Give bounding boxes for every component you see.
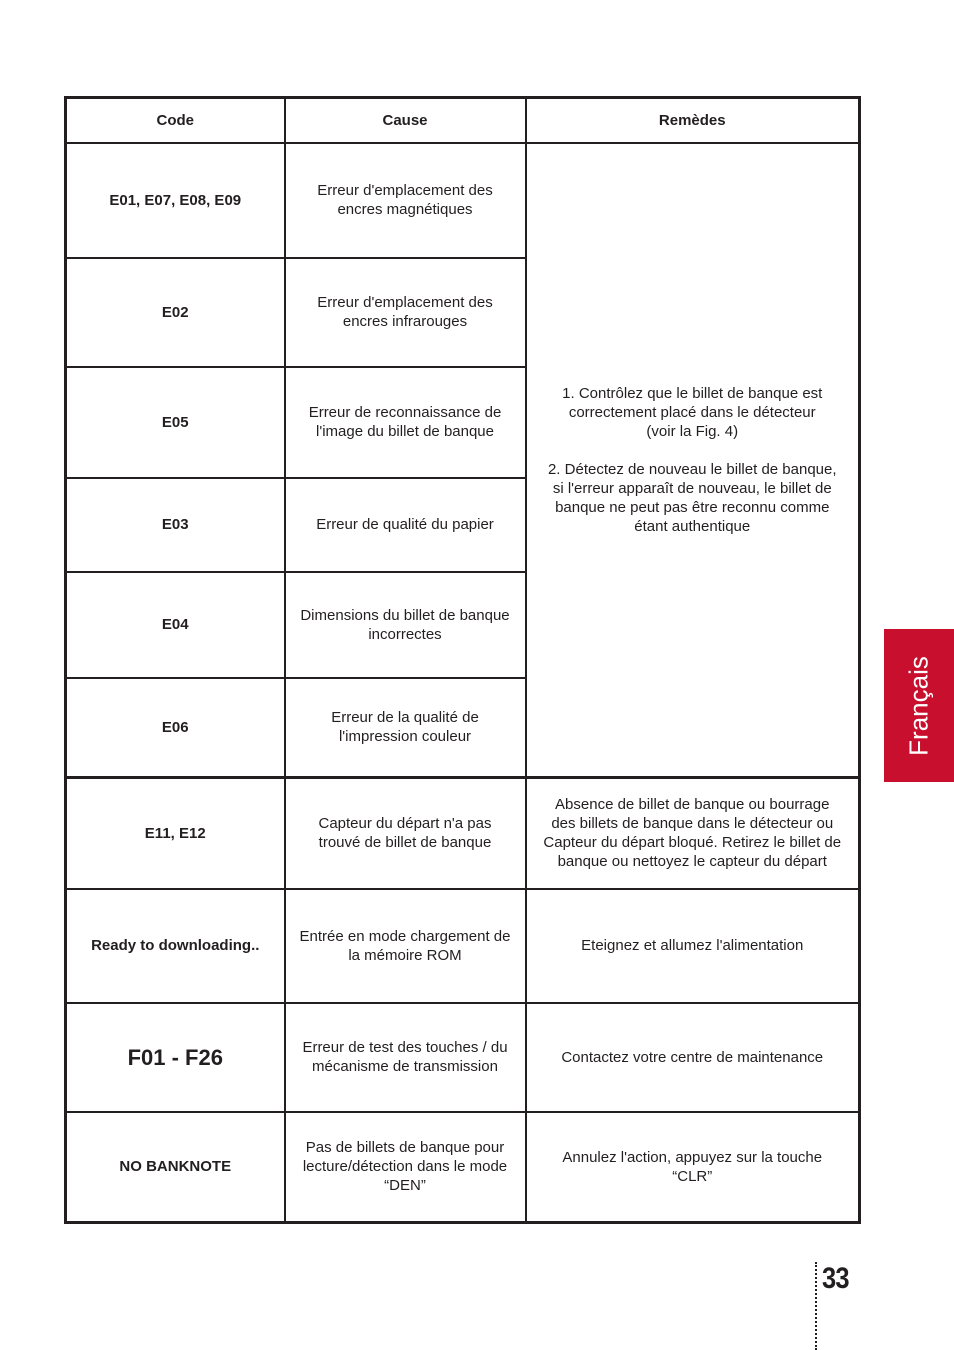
- error-code: E05: [66, 367, 285, 478]
- error-remedy: Absence de billet de banque ou bourrage des billets de banque dans le détecteur ou Capteur du départ bloqué. Retirez le billet de banque ou nettoyez le capteur du départ: [526, 778, 860, 889]
- error-remedy: Contactez votre centre de maintenance: [526, 1003, 860, 1112]
- table-row: [66, 889, 860, 1003]
- table-row: [66, 1003, 860, 1112]
- error-cause: Capteur du départ n'a pas trouvé de billet de banque: [285, 778, 526, 889]
- error-cause: Erreur de qualité du papier: [285, 478, 526, 572]
- language-tab: [884, 629, 954, 782]
- error-code: E04: [66, 572, 285, 678]
- error-code: NO BANKNOTE: [66, 1112, 285, 1223]
- page-number: 33: [822, 1262, 849, 1295]
- error-code-table: [64, 96, 861, 1224]
- error-cause: Erreur de la qualité de l'impression couleur: [285, 678, 526, 778]
- header-remedy: Remèdes: [526, 98, 860, 143]
- header-code: Code: [66, 98, 285, 143]
- error-code: F01 - F26: [66, 1003, 285, 1112]
- error-remedy: Eteignez et allumez l'alimentation: [526, 889, 860, 1003]
- error-code: E02: [66, 258, 285, 367]
- error-code: Ready to downloading..: [66, 889, 285, 1003]
- error-cause: Erreur de reconnaissance de l'image du billet de banque: [285, 367, 526, 478]
- error-code: E11, E12: [66, 778, 285, 889]
- error-remedy: Annulez l'action, appuyez sur la touche “CLR”: [526, 1112, 860, 1223]
- error-code: E01, E07, E08, E09: [66, 143, 285, 258]
- error-code: E03: [66, 478, 285, 572]
- error-cause: Erreur de test des touches / du mécanisme de transmission: [285, 1003, 526, 1112]
- table-header-row: [66, 98, 860, 143]
- error-cause: Entrée en mode chargement de la mémoire ROM: [285, 889, 526, 1003]
- language-label: Français: [903, 655, 934, 756]
- error-cause: Erreur d'emplacement des encres infrarouges: [285, 258, 526, 367]
- table-row: [66, 778, 860, 889]
- error-cause: Dimensions du billet de banque incorrectes: [285, 572, 526, 678]
- header-cause: Cause: [285, 98, 526, 143]
- table-row: [66, 143, 860, 258]
- error-code: E06: [66, 678, 285, 778]
- table-row: [66, 1112, 860, 1223]
- error-cause: Pas de billets de banque pour lecture/détection dans le mode “DEN”: [285, 1112, 526, 1223]
- shared-remedy: 1. Contrôlez que le billet de banque est correctement placé dans le détecteur (voir la Fig. 4) 2. Détectez de nouveau le billet de banque, si l'erreur apparaît de nouveau, le billet de banque ne peut pas être reconnu comme étant authentique: [526, 143, 860, 778]
- error-cause: Erreur d'emplacement des encres magnétiques: [285, 143, 526, 258]
- page-number-divider: [815, 1262, 817, 1350]
